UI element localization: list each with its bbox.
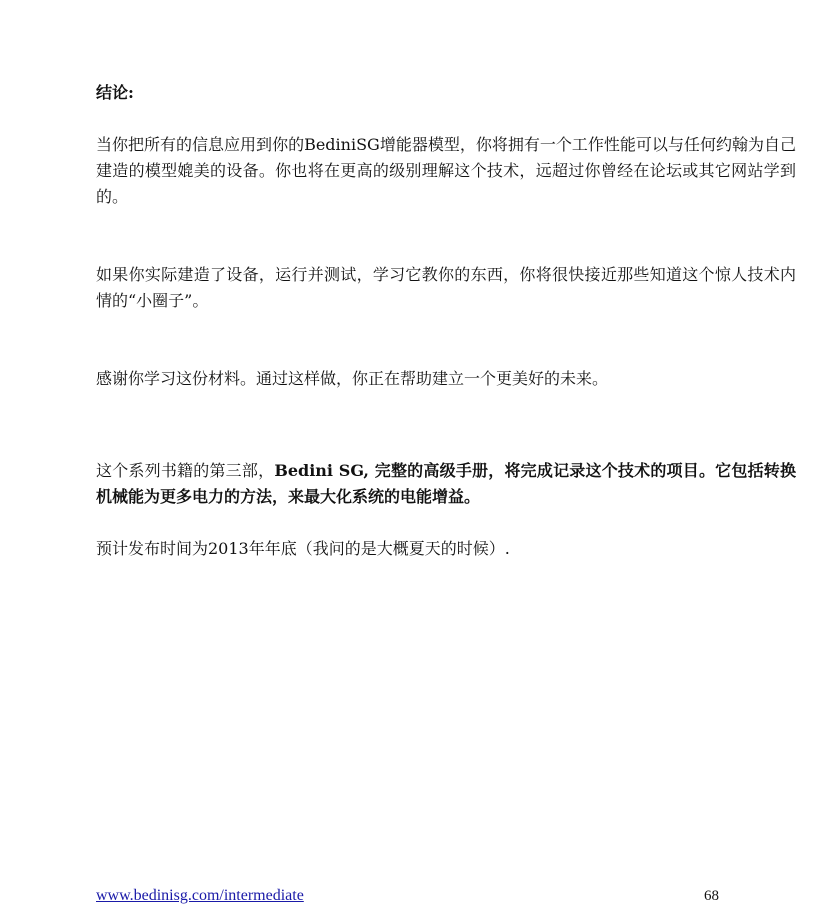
paragraph-conclusion-2: 如果你实际建造了设备，运行并测试，学习它教你的东西，你将很快接近那些知道这个惊人技术内情的“小圈子”。 <box>96 265 796 310</box>
section-heading: 结论: <box>96 83 134 102</box>
paragraph-thanks: 感谢你学习这份材料。通过这样做，你正在帮助建立一个更美好的未来。 <box>96 369 609 388</box>
next-book-lead: 这个系列书籍的第三部， <box>96 461 275 480</box>
footer-website-link[interactable]: www.bedinisg.com/intermediate <box>96 887 304 904</box>
paragraph-next-book <box>96 458 796 510</box>
paragraph-release-date: 预计发布时间为2013年年底（我问的是大概夏天的时候）. <box>96 539 510 558</box>
next-book-bold-text: Bedini SG, 完整的高级手册，将完成记录这个技术的项目。它包括转换机械能为更多电力的方法，来最大化系统的电能增益。 <box>96 461 796 506</box>
paragraph-conclusion-1: 当你把所有的信息应用到你的BediniSG增能器模型，你将拥有一个工作性能可以与任何约翰为自己建造的模型媲美的设备。你也将在更高的级别理解这个技术，远超过你曾经在论坛或其它网站学到的。 <box>96 135 796 206</box>
page-number: 68 <box>704 888 719 904</box>
page-content <box>96 80 796 562</box>
